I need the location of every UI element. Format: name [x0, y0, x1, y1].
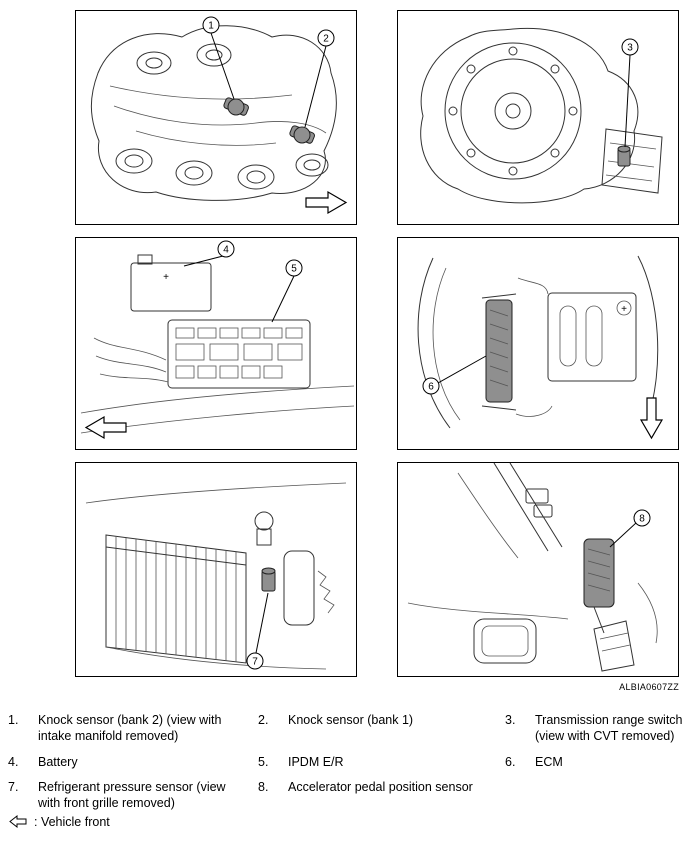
callout-4 — [218, 241, 234, 257]
callout-5 — [286, 260, 302, 276]
callout-1 — [203, 17, 219, 33]
legend-item-text: ECM — [535, 754, 563, 769]
pedal-illustration — [398, 463, 678, 676]
callout-7 — [247, 653, 263, 669]
svg-text:7: 7 — [252, 656, 258, 668]
legend-item-5 — [258, 754, 505, 770]
panel-transmission-range-switch — [397, 10, 679, 225]
receiver-drier-part — [284, 551, 314, 625]
battery-plus-label: + — [621, 304, 627, 315]
legend-item-2 — [258, 712, 505, 745]
vehicle-front-arrow-left-icon — [8, 814, 28, 829]
panel-battery-ipdm — [75, 237, 357, 450]
legend-item-number: 2. — [258, 713, 269, 727]
vehicle-front-arrow-left-icon — [86, 417, 126, 438]
legend-item-6 — [505, 754, 696, 770]
engine-knock-sensor-illustration — [76, 11, 356, 224]
legend-item-8 — [258, 779, 505, 812]
ecm-illustration — [398, 238, 678, 449]
battery-part — [548, 293, 636, 381]
app-sensor-part — [584, 539, 614, 633]
callout-3 — [622, 39, 638, 55]
callout-6 — [423, 378, 439, 394]
transmission-range-switch-part — [618, 146, 630, 166]
svg-text:5: 5 — [291, 263, 297, 275]
knock-sensor-bank2-part — [223, 97, 249, 116]
engine-room-ipdm-illustration — [76, 238, 356, 449]
vehicle-front-arrow-down-icon — [641, 398, 662, 438]
ecm-part — [482, 294, 516, 410]
legend-item-number: 1. — [8, 713, 19, 727]
svg-text:3: 3 — [627, 42, 633, 54]
svg-text:4: 4 — [223, 244, 229, 256]
vehicle-front-arrow-right-icon — [306, 192, 346, 213]
connector-part — [526, 489, 548, 503]
filler-cap-part — [255, 512, 273, 545]
callout-8 — [634, 510, 650, 526]
brake-pedal-part — [474, 619, 536, 663]
legend — [8, 712, 696, 811]
legend-item-number: 8. — [258, 779, 269, 794]
knock-sensor-bank1-part — [289, 125, 315, 144]
condenser-illustration — [76, 463, 356, 676]
legend-item-number: 6. — [505, 754, 516, 769]
legend-item-4 — [8, 754, 258, 770]
callout-2 — [318, 30, 334, 46]
svg-text:6: 6 — [428, 381, 434, 393]
vehicle-front-note — [8, 814, 110, 829]
ipdm-part — [168, 320, 310, 388]
transaxle-illustration — [398, 11, 678, 224]
legend-item-text: Knock sensor (bank 1) — [288, 713, 414, 727]
legend-item-number: 5. — [258, 754, 269, 769]
legend-item-number: 4. — [8, 754, 19, 769]
legend-item-1 — [8, 712, 258, 745]
legend-item-text: Knock sensor (bank 2) (view with intake manifold removed) — [38, 713, 222, 744]
vehicle-front-label: : Vehicle front — [34, 814, 110, 829]
figure-image-id: ALBIA0607ZZ — [619, 682, 679, 692]
legend-item-3 — [505, 712, 696, 745]
legend-item-number: 3. — [505, 713, 516, 727]
legend-item-text: Battery — [38, 754, 78, 769]
battery-part — [131, 255, 211, 311]
legend-item-number: 7. — [8, 779, 19, 794]
legend-item-text: Transmission range switch (view with CVT removed) — [535, 713, 683, 744]
panel-knock-sensors — [75, 10, 357, 225]
legend-item-text: Refrigerant pressure sensor (view with front grille removed) — [38, 779, 226, 810]
legend-item-text: IPDM E/R — [288, 754, 344, 769]
panel-refrigerant-pressure-sensor — [75, 462, 357, 677]
battery-plus-label: + — [163, 272, 169, 283]
panel-ecm — [397, 237, 679, 450]
refrigerant-pressure-sensor-part — [262, 568, 275, 591]
accelerator-pedal-part — [594, 621, 634, 671]
svg-text:1: 1 — [208, 20, 214, 32]
legend-item-7 — [8, 779, 258, 812]
panel-accelerator-pedal — [397, 462, 679, 677]
svg-text:8: 8 — [639, 513, 645, 525]
legend-item-text: Accelerator pedal position sensor — [288, 779, 473, 794]
svg-text:2: 2 — [323, 33, 329, 45]
